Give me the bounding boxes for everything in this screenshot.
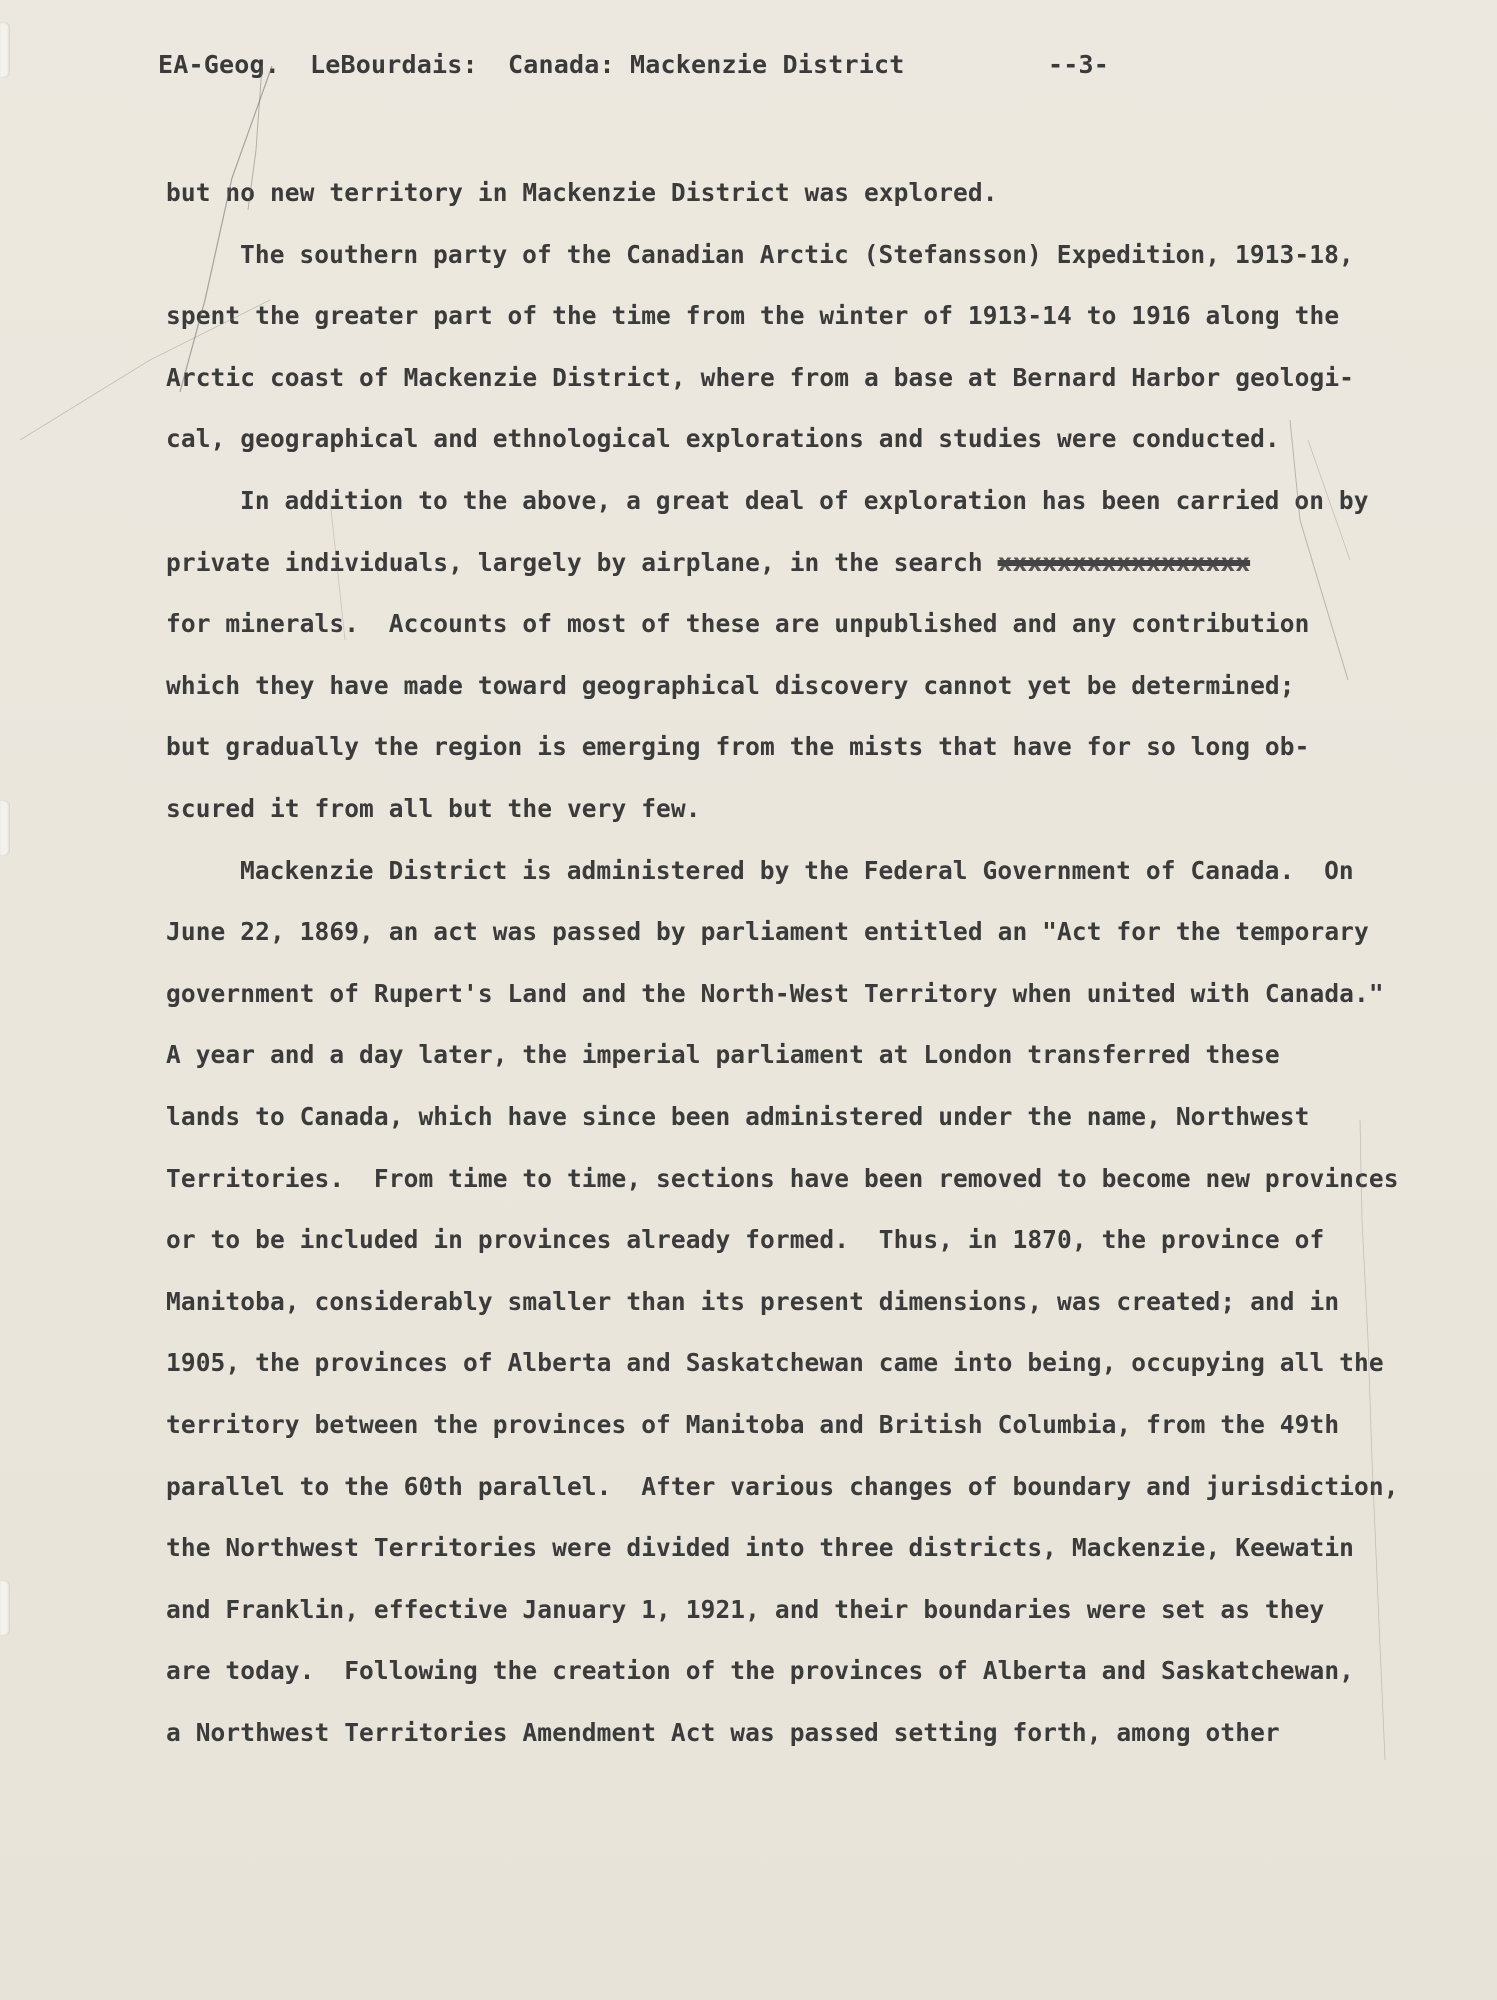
struck-out-text: xxxxxxxxxxxxxxxxx <box>997 547 1251 577</box>
header-subject: Canada: Mackenzie District <box>508 50 905 79</box>
text-line <box>166 1529 1354 1567</box>
text-line <box>166 1406 1339 1444</box>
header-code: EA-Geog. <box>158 50 281 79</box>
text-line-content: parallel to the 60th parallel. After various changes of boundary and jurisdiction, <box>166 1471 1399 1501</box>
text-line <box>166 667 1295 705</box>
text-line-content: Territories. From time to time, sections have been removed to become new provinces <box>166 1163 1399 1193</box>
text-line-content: or to be included in provinces already formed. Thus, in 1870, the province of <box>166 1225 1325 1255</box>
text-line <box>166 1283 1339 1321</box>
text-line-content: cal, geographical and ethnological explorations and studies were conducted. <box>166 424 1280 454</box>
text-line-content: government of Rupert's Land and the North-West Territory when united with Canada." <box>166 978 1384 1008</box>
text-line-content: which they have made toward geographical discovery cannot yet be determined; <box>166 670 1295 700</box>
text-line <box>240 852 1354 890</box>
text-line <box>166 728 1309 766</box>
text-line <box>166 1652 1354 1690</box>
text-line <box>166 297 1339 335</box>
text-line <box>166 975 1384 1013</box>
text-line <box>166 913 1369 951</box>
text-line <box>166 1098 1309 1136</box>
text-line-content: are today. Following the creation of the provinces of Alberta and Saskatchewan, <box>166 1656 1355 1686</box>
text-line-content: territory between the provinces of Manitoba and British Columbia, from the 49th <box>166 1410 1340 1439</box>
text-line-content: 1905, the provinces of Alberta and Saskatchewan came into being, occupying all the <box>166 1348 1384 1378</box>
header-author: LeBourdais: <box>310 50 478 79</box>
text-line <box>166 544 1250 582</box>
text-line <box>166 359 1354 397</box>
text-line-content: The southern party of the Canadian Arctic (Stefansson) Expedition, 1913-18, <box>240 239 1354 269</box>
text-line-content: but gradually the region is emerging from the mists that have for so long ob- <box>166 732 1310 762</box>
text-line <box>240 482 1369 520</box>
text-line-content: but no new territory in Mackenzie District was explored. <box>166 178 998 207</box>
text-line-content: and Franklin, effective January 1, 1921, and their boundaries were set as they <box>166 1594 1325 1624</box>
text-line-content: the Northwest Territories were divided into three districts, Mackenzie, Keewatin <box>166 1533 1355 1563</box>
text-line <box>166 1344 1384 1382</box>
text-line-content: spent the greater part of the time from the winter of 1913-14 to 1916 along the <box>166 301 1340 331</box>
text-line-content: lands to Canada, which have since been administered under the name, Northwest <box>166 1102 1310 1131</box>
text-line <box>166 1221 1324 1259</box>
text-line-content: a Northwest Territories Amendment Act was passed setting forth, among other <box>166 1718 1280 1747</box>
text-line-content: for minerals. Accounts of most of these are unpublished and any contribution <box>166 609 1310 639</box>
text-line <box>166 790 701 828</box>
text-line <box>166 420 1280 458</box>
header-page-number: --3- <box>1048 50 1110 79</box>
text-line-content: scured it from all but the very few. <box>166 794 701 823</box>
text-line-content: Arctic coast of Mackenzie District, where from a base at Bernard Harbor geologi- <box>166 362 1355 392</box>
text-line <box>166 1036 1280 1074</box>
text-line <box>166 1468 1399 1506</box>
text-line <box>166 605 1309 643</box>
text-line-content: June 22, 1869, an act was passed by parliament entitled an "Act for the temporary <box>166 917 1369 947</box>
text-line-content: private individuals, largely by airplane, in the search <box>166 547 998 577</box>
text-line <box>240 236 1354 274</box>
text-line-content: In addition to the above, a great deal of exploration has been carried on by <box>240 486 1369 515</box>
text-line <box>166 1160 1399 1198</box>
text-line-content: Mackenzie District is administered by the Federal Government of Canada. On <box>240 855 1354 885</box>
text-line-content: Manitoba, considerably smaller than its present dimensions, was created; and in <box>166 1286 1340 1316</box>
text-line-content: A year and a day later, the imperial parliament at London transferred these <box>166 1040 1280 1070</box>
text-line <box>166 1591 1324 1629</box>
text-line <box>166 1714 1280 1752</box>
text-line <box>166 174 998 212</box>
